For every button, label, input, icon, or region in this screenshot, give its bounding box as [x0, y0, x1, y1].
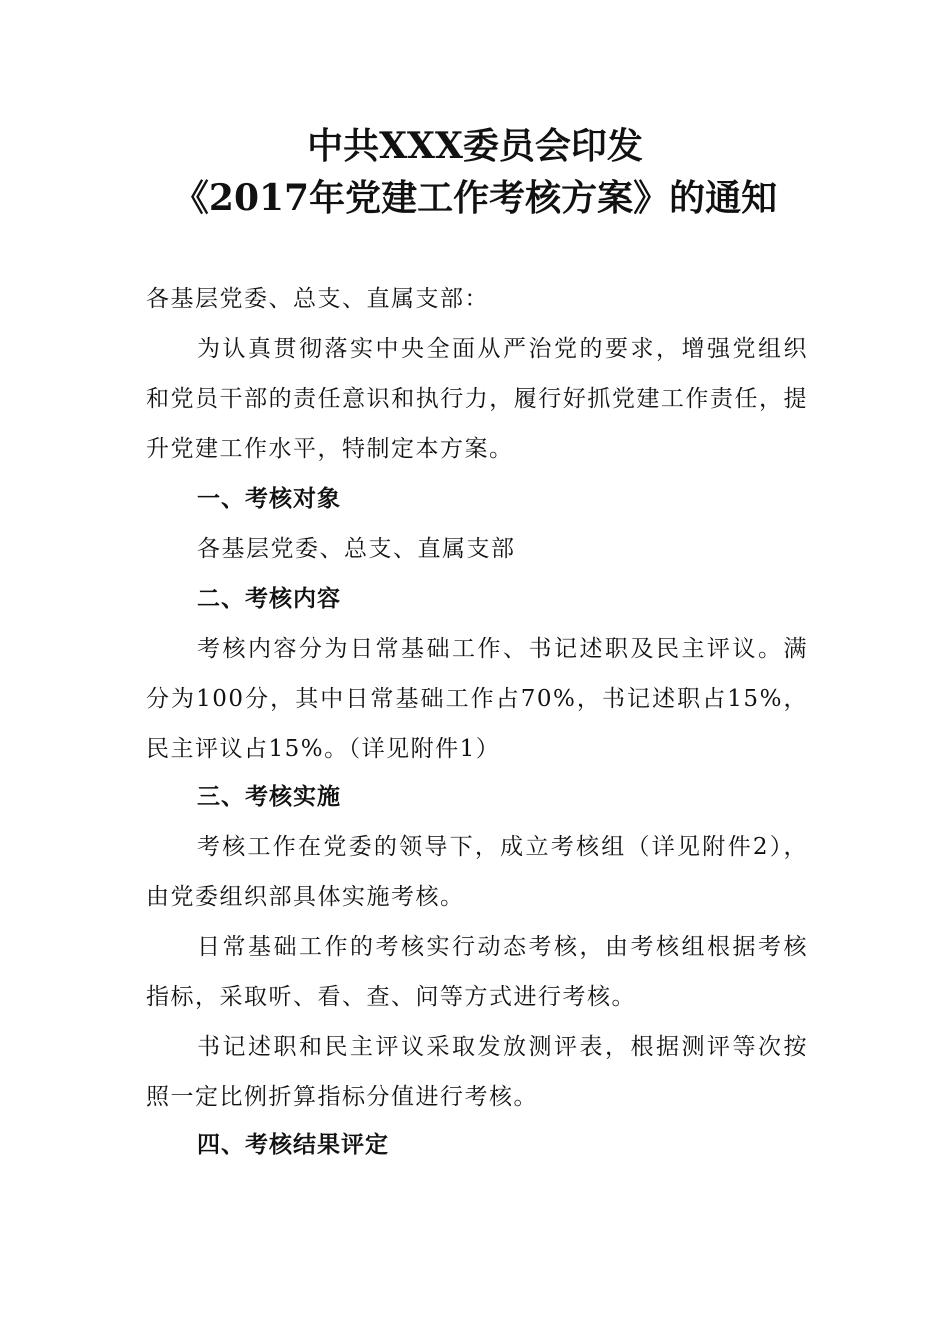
document-title-line-1: 中共XXX委员会印发	[307, 125, 643, 167]
document-title-line-2: 《2017年党建工作考核方案》的通知	[172, 177, 778, 219]
section-heading-1: 一、考核对象	[197, 486, 341, 512]
salutation: 各基层党委、总支、直属支部：	[146, 286, 489, 312]
section-heading-2: 二、考核内容	[197, 586, 341, 612]
section-heading-3: 三、考核实施	[197, 784, 341, 810]
section-heading-4: 四、考核结果评定	[197, 1132, 389, 1158]
section-2-paragraph-1: 考核内容分为日常基础工作、书记述职及民主评议。满分为100分，其中日常基础工作占70%，书记述职占15%，民主评议占15%。（详见附件1）	[146, 636, 808, 762]
section-3-paragraph-1: 考核工作在党委的领导下，成立考核组（详见附件2），由党委组织部具体实施考核。	[146, 834, 808, 910]
section-3-paragraph-3: 书记述职和民主评议采取发放测评表，根据测评等次按照一定比例折算指标分值进行考核。	[146, 1034, 808, 1110]
intro-paragraph: 为认真贯彻落实中央全面从严治党的要求，增强党组织和党员干部的责任意识和执行力，履行好抓党建工作责任，提升党建工作水平，特制定本方案。	[146, 336, 808, 462]
section-3-paragraph-2: 日常基础工作的考核实行动态考核，由考核组根据考核指标，采取听、看、查、问等方式进行考核。	[146, 934, 808, 1010]
section-1-paragraph-1: 各基层党委、总支、直属支部	[197, 536, 516, 562]
